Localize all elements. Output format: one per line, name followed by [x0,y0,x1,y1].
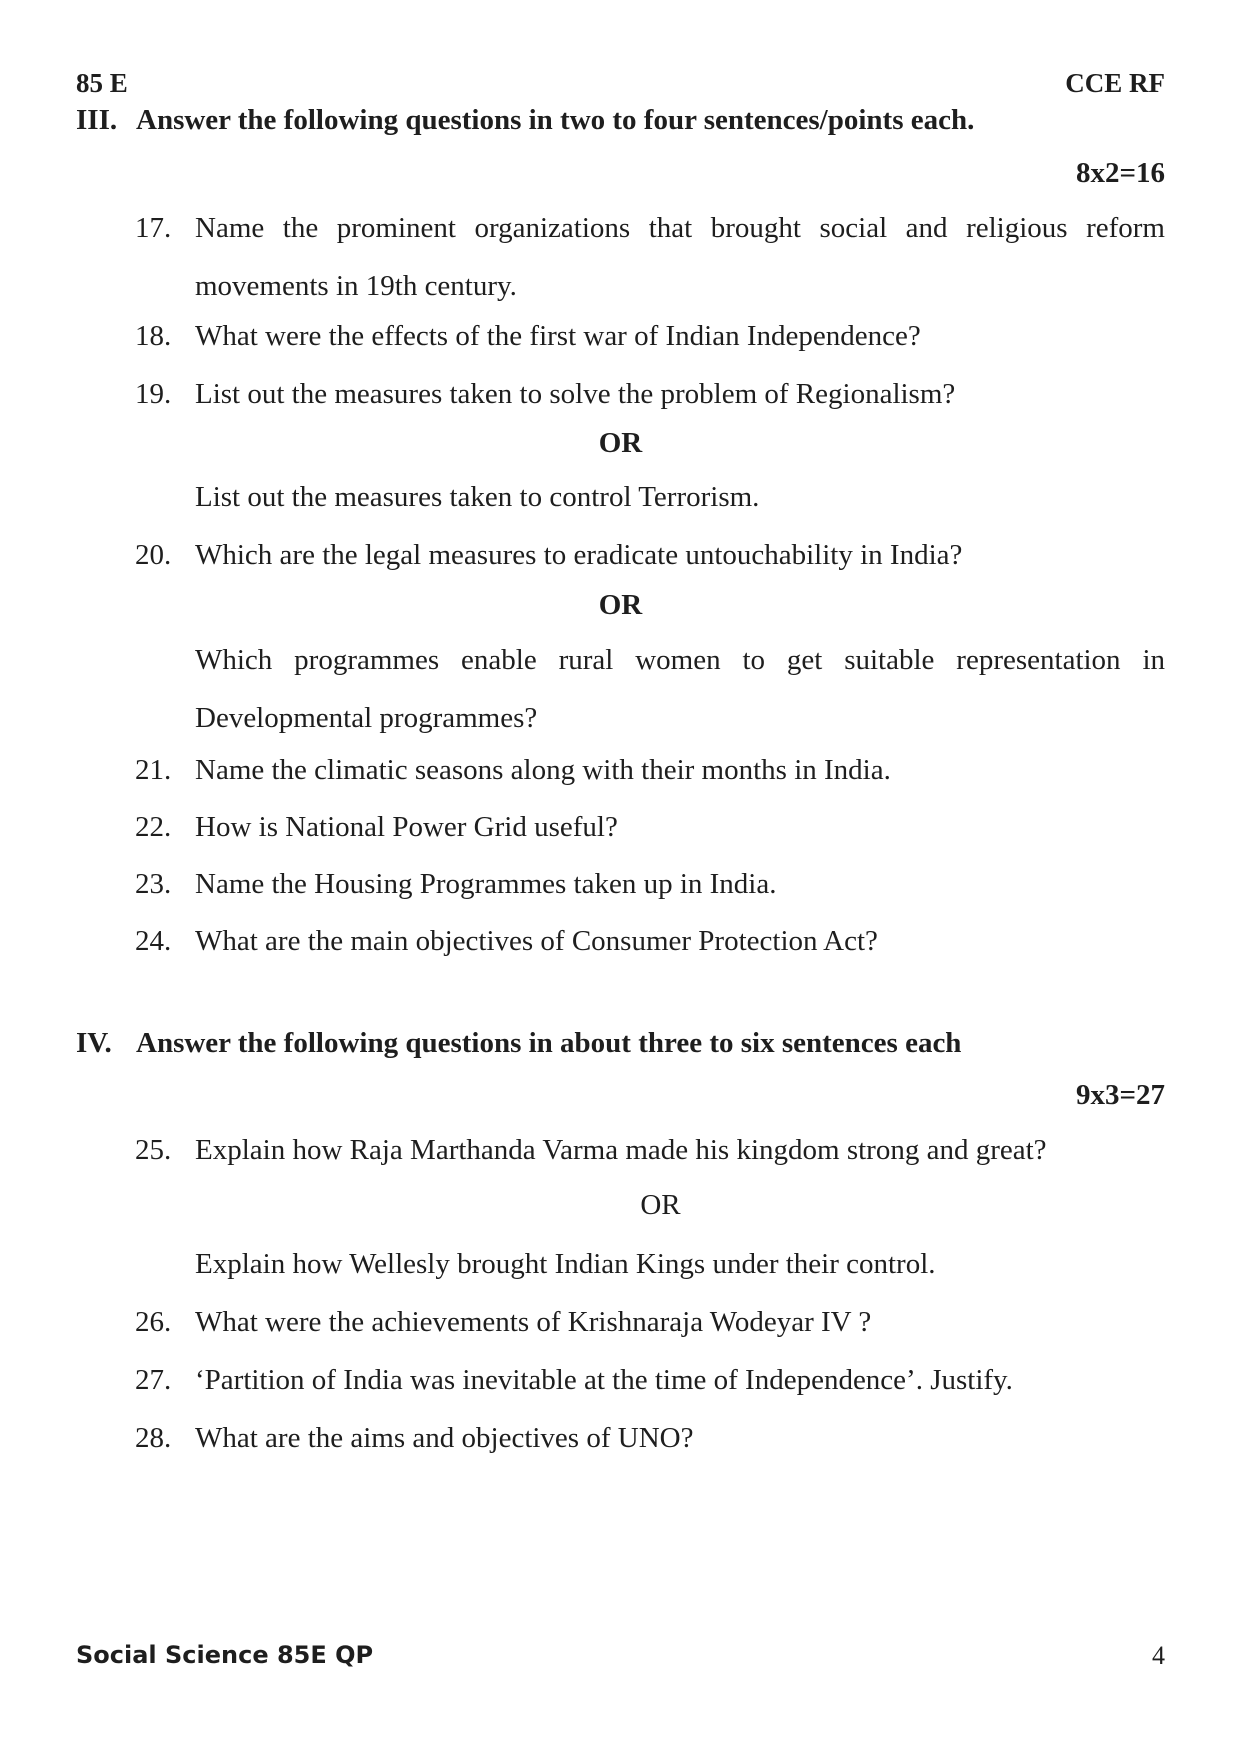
or-separator: OR [598,427,643,459]
page-number: 4 [1152,1641,1165,1670]
question-text: List out the measures taken to solve the problem of Regionalism? [195,378,956,410]
section-3-instruction: Answer the following questions in two to four sentences/points each. [136,104,975,136]
question-text: How is National Power Grid useful? [195,811,618,843]
question-22 [135,798,1165,856]
question-20 [135,526,1165,584]
section-4-marks: 9x3=27 [1075,1079,1165,1111]
question-text: ‘Partition of India was inevitable at the time of Independence’. Justify. [195,1364,1013,1396]
section-3-marks: 8x2=16 [1075,157,1165,189]
question-text: Explain how Raja Marthanda Varma made his kingdom strong and great? [195,1134,1047,1166]
question-number: 28. [135,1422,172,1454]
alternative-question-25: Explain how Wellesly brought Indian Kings under their control. [195,1248,936,1280]
question-28 [135,1409,1165,1467]
question-number: 18. [135,320,172,352]
question-26 [135,1293,1165,1351]
question-19 [135,365,1165,423]
question-25 [135,1121,1165,1179]
question-number: 21. [135,754,172,786]
question-18 [135,307,1165,365]
alternative-question-19: List out the measures taken to control Terrorism. [195,481,760,513]
footer-subject: Social Science 85E QP [76,1641,374,1669]
section-3-number: III. [76,104,118,136]
question-number: 19. [135,378,172,410]
question-text: Which are the legal measures to eradicate untouchability in India? [195,539,963,571]
question-number: 20. [135,539,172,571]
question-text: Name the climatic seasons along with their months in India. [195,754,891,786]
question-text: What were the achievements of Krishnaraja Wodeyar IV ? [195,1306,872,1338]
question-17 [135,199,1165,315]
paper-code: 85 E [76,68,128,98]
section-4-number: IV. [76,1027,112,1059]
section-4-instruction: Answer the following questions in about three to six sentences each [136,1027,962,1059]
question-number: 23. [135,868,172,900]
or-separator: OR [598,589,643,621]
question-text: What were the effects of the first war of Indian Independence? [195,320,921,352]
question-text: Name the prominent organizations that brought social and religious reform movements in 19th century. [195,212,1165,302]
or-separator: OR [640,1189,681,1221]
question-21 [135,741,1165,799]
question-text: Name the Housing Programmes taken up in India. [195,868,777,900]
question-number: 17. [135,212,172,244]
question-text: What are the aims and objectives of UNO? [195,1422,694,1454]
question-text: What are the main objectives of Consumer Protection Act? [195,925,878,957]
alternative-question-20: Which programmes enable rural women to get suitable representation in Developmental programmes? [195,644,1165,734]
question-number: 27. [135,1364,172,1396]
question-number: 25. [135,1134,172,1166]
question-number: 22. [135,811,172,843]
section-3-heading [76,104,974,137]
question-24 [135,912,1165,970]
question-23 [135,855,1165,913]
question-number: 24. [135,925,172,957]
section-4-heading [76,1027,961,1060]
scheme-label: CCE RF [1065,68,1165,98]
question-number: 26. [135,1306,172,1338]
question-27 [135,1351,1165,1409]
